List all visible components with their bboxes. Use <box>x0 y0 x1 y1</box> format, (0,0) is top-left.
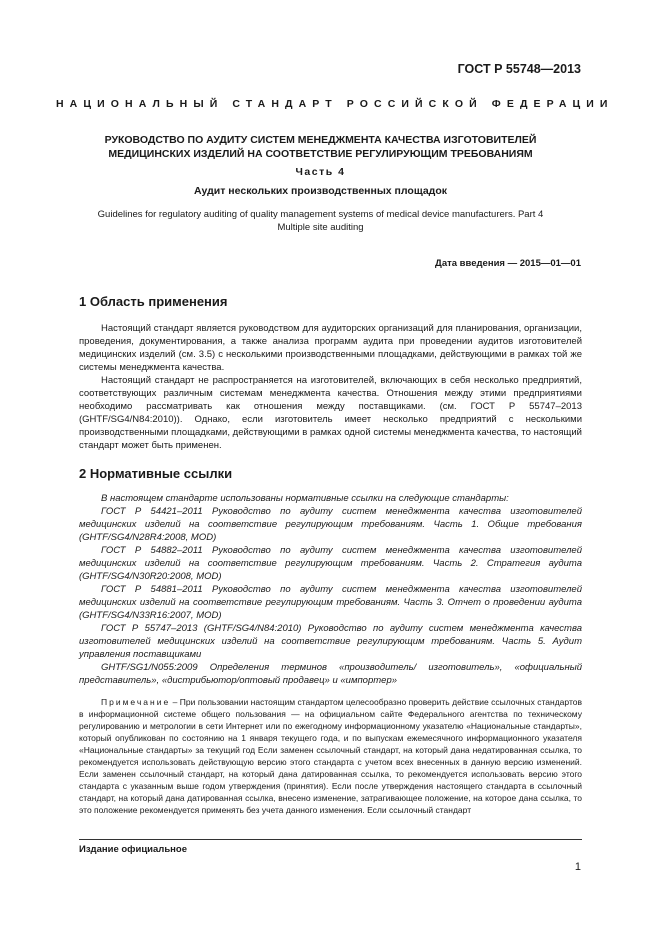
document-subtitle: Аудит нескольких производственных площадок <box>193 185 448 197</box>
english-title <box>60 209 581 234</box>
note-label: Примечание <box>101 697 171 707</box>
title-line-1: РУКОВОДСТВО ПО АУДИТУ СИСТЕМ МЕНЕДЖМЕНТА КАЧЕСТВА ИЗГОТОВИТЕЛЕЙ <box>104 134 537 146</box>
footer-divider <box>79 839 582 840</box>
section-2-heading: 2 Нормативные ссылки <box>79 466 233 481</box>
english-title-line-2: Multiple site auditing <box>277 221 364 233</box>
reference-item: ГОСТ Р 55747–2013 (GHTF/SG4/N84:2010) Руководство по аудиту систем менеджмента качества изготовителей медицинских изделий на соответствие регулирующим требованиям. Часть 5. Аудит управления поставщиками <box>79 623 582 660</box>
title-line-2: МЕДИЦИНСКИХ ИЗДЕЛИЙ НА СООТВЕТСТВИЕ РЕГУЛИРУЮЩИМ ТРЕБОВАНИЯМ <box>108 148 533 160</box>
note-text: – При пользовании настоящим стандартом целесообразно проверить действие ссылочных стандартов в информационной системе общего пользования — на официальном сайте Федерального агентства по техническому регулированию и метрологии в сети Интернет или по ежегодному информационному указателю «Национальные стандарты», который опубликован по состоянию на 1 января текущего года, и по выпускам ежемесячного информационного указателя «Национальные стандарты» за текущий год Если заменен ссылочный стандарт, на который дана недатированная ссылка, то рекомендуется использовать действующую версию этого стандарта с учетом всех внесенных в данную версию изменений. Если заменен ссылочный стандарт, на который дана датированная ссылка, то рекомендуется использовать версию этого стандарта с указанным выше годом утверждения (принятия). Если после утверждения настоящего стандарта в ссылочный стандарт, на который дана датированная ссылка, внесено изменение, затрагивающее положение, на которое дана ссылка, то это положение рекомендуется применять без учета данного изменения. Если ссылочный стандарт <box>79 697 582 815</box>
section-1-paragraph-1: Настоящий стандарт является руководством для аудиторских организаций для планирования, организации, проведения, документирования, а также анализа программ аудита при проведении аудитов изготовителей медицинских изделий (см. 3.5) с несколькими производственными площадками, действующими в рамках той же системы менеджмента качества. <box>79 323 582 373</box>
gost-code: ГОСТ Р 55748—2013 <box>457 62 581 76</box>
english-title-line-1: Guidelines for regulatory auditing of quality management systems of medical device manufacturers. Part 4 <box>97 209 544 220</box>
section-1-paragraph-2: Настоящий стандарт не распространяется на изготовителей, включающих в себя несколько предприятий, соответствующих различным системам менеджмента качества. Отношения между этими предприятиями необходимо рассматривать как отношения между поставщиками. (см. ГОСТ Р 55747–2013 (GHTF/SG4/N84:2010)). Однако, если изготовитель имеет несколько предприятий с несколькими производственными площадками, действующими в рамках одной системы менеджмента качества, то настоящий стандарт может быть применен. <box>79 375 582 451</box>
note-block <box>79 696 582 816</box>
page-number: 1 <box>574 861 581 873</box>
national-standard-banner: НАЦИОНАЛЬНЫЙ СТАНДАРТ РОССИЙСКОЙ ФЕДЕРАЦИИ <box>56 98 614 110</box>
reference-item: ГОСТ Р 54882–2011 Руководство по аудиту систем менеджмента качества изготовителей медицинских изделий на соответствие регулирующим требованиям. Часть 2. Стратегия аудита (GHTF/SG4/N30R20:2008, MOD) <box>79 545 582 582</box>
section-1-heading: 1 Область применения <box>79 294 228 309</box>
reference-item: ГОСТ Р 54421–2011 Руководство по аудиту систем менеджмента качества изготовителей медицинских изделий на соответствие регулирующим требованиям. Часть 1. Общие требования (GHTF/SG4/N28R4:2008, MOD) <box>79 506 582 543</box>
reference-item: ГОСТ Р 54881–2011 Руководство по аудиту систем менеджмента качества изготовителей медицинских изделий на соответствие регулирующим требованиям. Часть 3. Отчет о проведении аудита (GHTF/SG4/N33R16:2007, MOD) <box>79 584 582 621</box>
document-title <box>60 133 581 161</box>
introduction-date: Дата введения — 2015—01—01 <box>435 258 581 269</box>
official-edition-label: Издание официальное <box>79 844 187 855</box>
part-label: Часть 4 <box>295 166 346 178</box>
reference-item: GHTF/SG1/N055:2009 Определения терминов «производитель/ изготовитель», «официальный представитель», «дистрибьютор/оптовый продавец» и «импортер» <box>79 662 582 686</box>
section-2-intro: В настоящем стандарте использованы нормативные ссылки на следующие стандарты: <box>101 493 509 504</box>
